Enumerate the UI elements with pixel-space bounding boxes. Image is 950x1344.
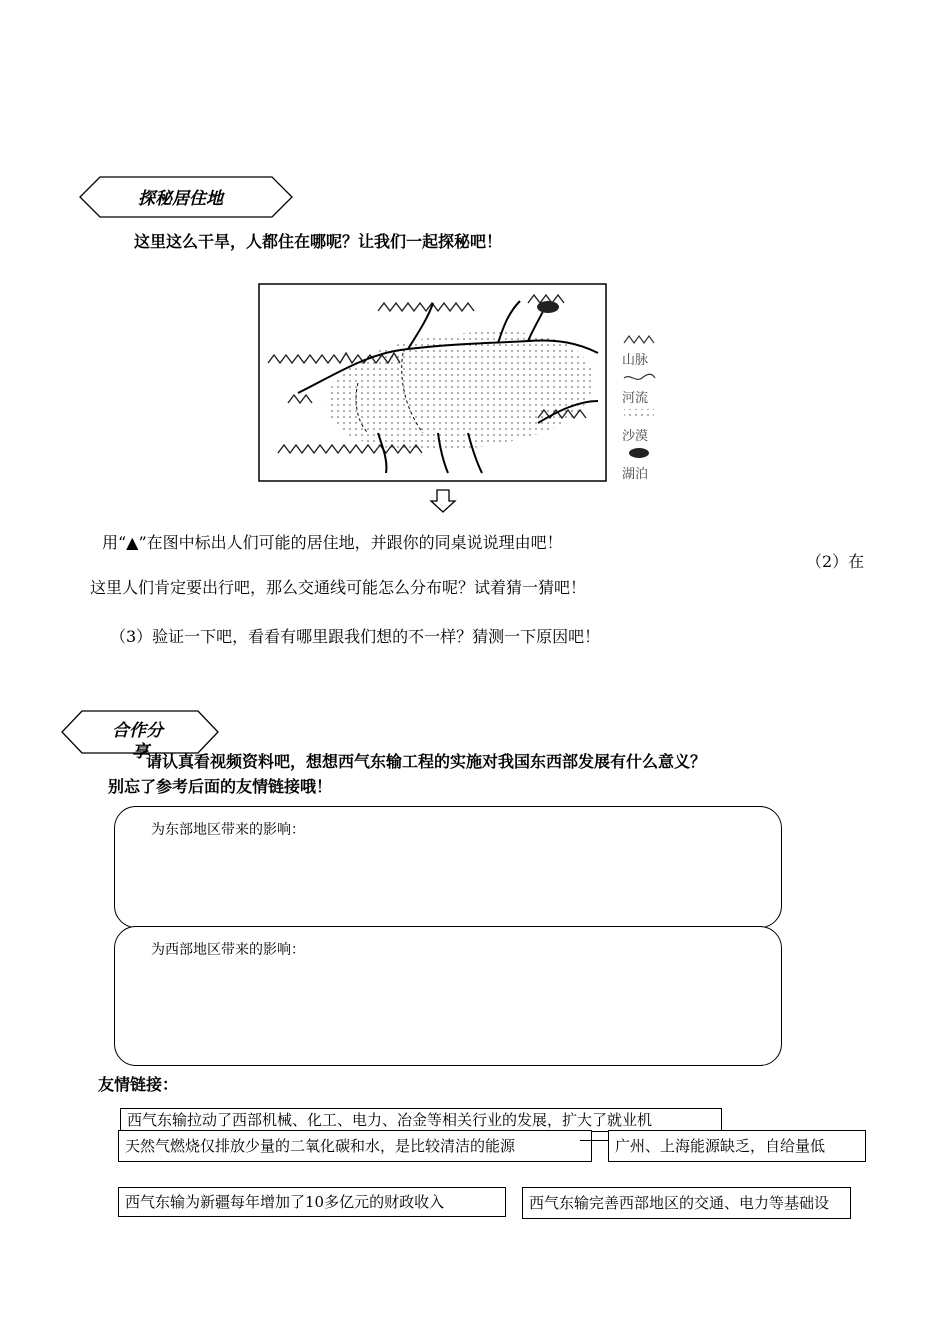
lake-legend-icon <box>622 445 656 459</box>
basin-map <box>258 283 608 483</box>
question-3: （3）验证一下吧，看看有哪里跟我们想的不一样？猜测一下原因吧！ <box>110 627 601 646</box>
west-impact-box[interactable] <box>114 926 782 1066</box>
question-2: 这里人们肯定要出行吧，那么交通线可能怎么分布呢？试着猜一猜吧！ <box>90 578 587 597</box>
connector-line <box>580 1140 608 1141</box>
river-legend-icon <box>622 373 656 383</box>
question-2-number: （2）在 <box>806 552 865 571</box>
legend-mountain: 山脉 <box>622 353 649 368</box>
section-title-explore: 探秘居住地 <box>138 189 223 209</box>
link-box-industry: 西气东输拉动了西部机械、化工、电力、冶金等相关行业的发展，扩大了就业机 <box>120 1108 722 1132</box>
link-box-revenue: 西气东输为新疆每年增加了10多亿元的财政收入 <box>118 1187 506 1217</box>
desert-legend-icon <box>622 407 656 421</box>
east-impact-label: 为东部地区带来的影响： <box>151 822 305 838</box>
question-1: 用“▲”在图中标出人们可能的居住地，并跟你的同桌说说理由吧！ <box>102 533 563 552</box>
section2-intro-line2: 别忘了参考后面的友情链接哦！ <box>108 777 333 796</box>
map-legend <box>622 330 662 482</box>
link-box-infrastructure: 西气东输完善西部地区的交通、电力等基础设 <box>522 1187 851 1219</box>
section2-intro-line1: 请认真看视频资料吧，想想西气东输工程的实施对我国东西部发展有什么意义？ <box>146 752 707 771</box>
west-impact-label: 为西部地区带来的影响： <box>151 942 305 958</box>
link-box-clean-energy: 天然气燃烧仅排放少量的二氧化碳和水，是比较清洁的能源 <box>118 1130 592 1162</box>
section-title-share: 合作分 <box>112 721 163 741</box>
east-impact-box[interactable] <box>114 806 782 928</box>
legend-lake: 湖泊 <box>622 467 649 482</box>
mountain-legend-icon <box>622 333 656 345</box>
section-title-share-line2: 享 <box>132 742 149 762</box>
down-arrow-icon <box>429 489 457 513</box>
legend-desert: 沙漠 <box>622 429 649 444</box>
section-intro: 这里这么干旱，人都住在哪呢？让我们一起探秘吧！ <box>134 232 503 251</box>
link-box-energy-shortage: 广州、上海能源缺乏，自给量低 <box>608 1130 866 1162</box>
links-heading: 友情链接： <box>98 1075 179 1094</box>
legend-river: 河流 <box>622 391 649 406</box>
